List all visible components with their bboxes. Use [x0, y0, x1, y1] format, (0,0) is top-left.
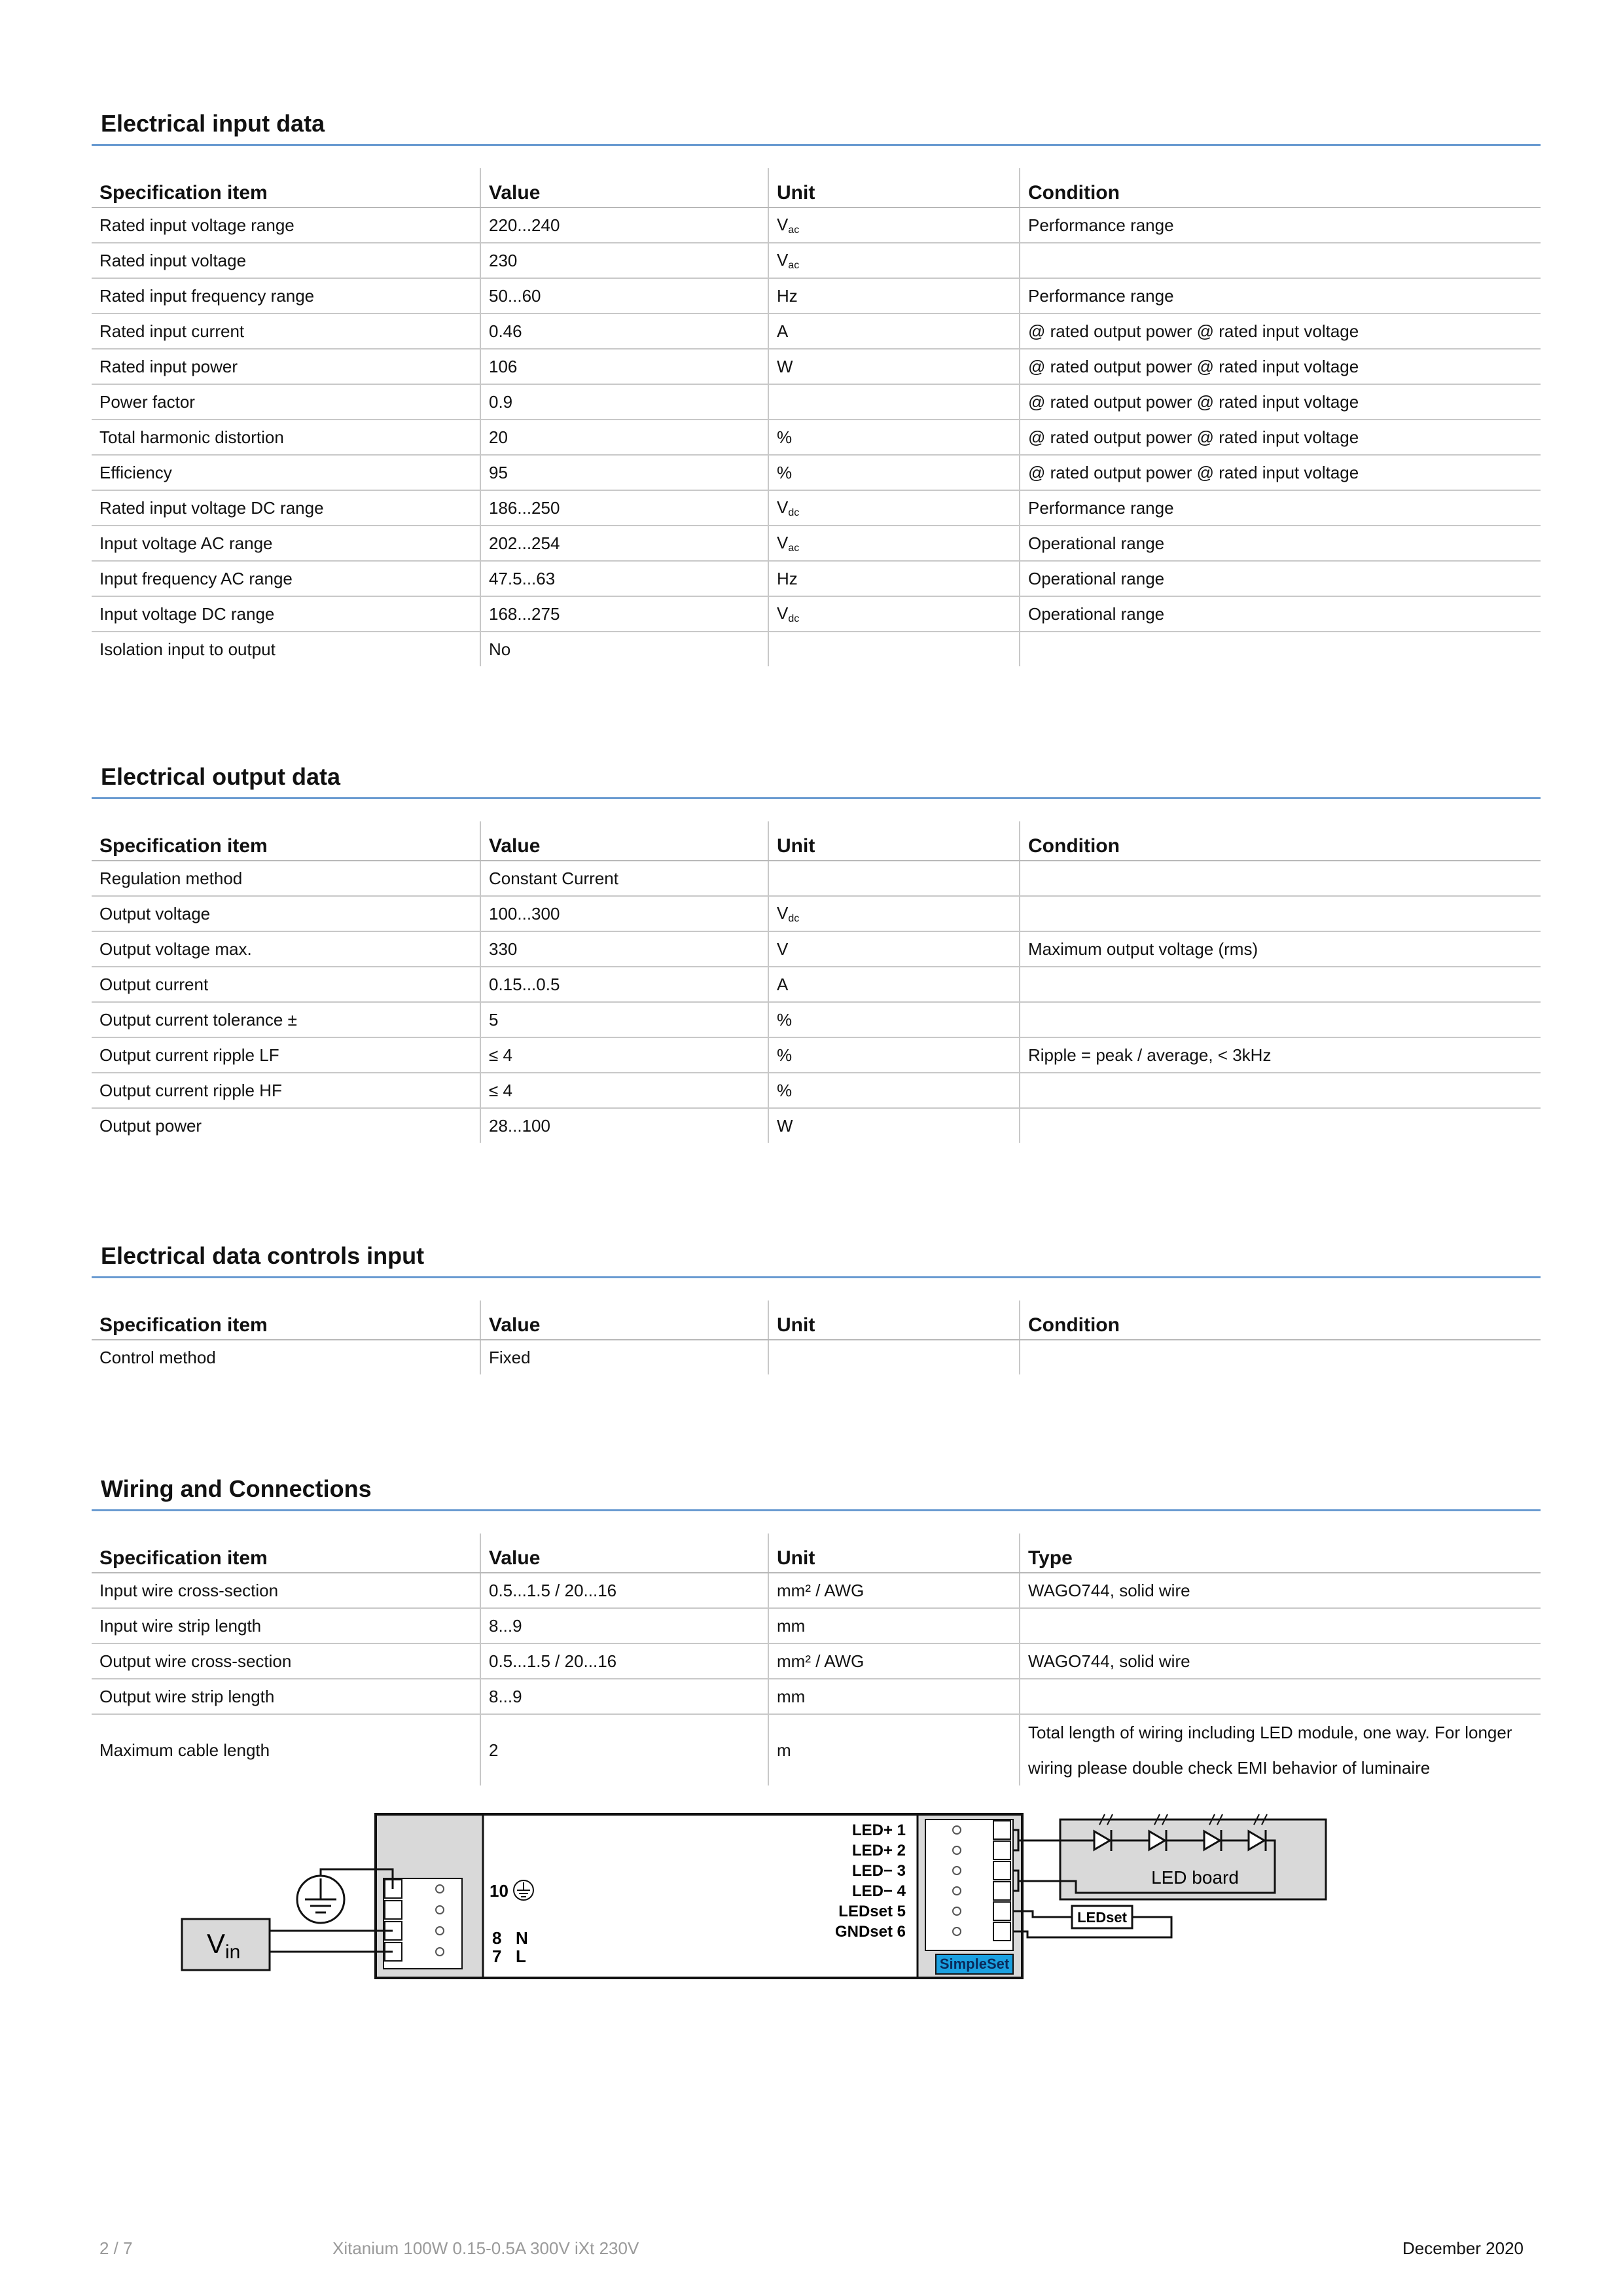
- unit-sub: ac: [788, 224, 800, 236]
- pin-n-label: N: [516, 1928, 528, 1948]
- table-row: [92, 207, 1541, 243]
- cell-value: 100...300: [480, 896, 768, 931]
- section-controls-input: [92, 1236, 1541, 1374]
- cell-spec: Output current ripple HF: [92, 1073, 480, 1108]
- cell-value: 95: [480, 455, 768, 490]
- section-title: Electrical data controls input: [101, 1242, 425, 1269]
- cell-type: [1020, 1679, 1541, 1714]
- unit-base: V: [777, 497, 789, 517]
- table-row: [92, 243, 1541, 278]
- cell-spec: Power factor: [92, 384, 480, 420]
- cell-value: 220...240: [480, 207, 768, 243]
- cell-condition: Ripple = peak / average, < 3kHz: [1020, 1037, 1541, 1073]
- table-row: [92, 1573, 1541, 1608]
- cell-spec: Input voltage DC range: [92, 596, 480, 632]
- col-header-spec: Specification item: [92, 1534, 480, 1573]
- cell-condition: Maximum output voltage (rms): [1020, 931, 1541, 967]
- cell-condition: Performance range: [1020, 490, 1541, 526]
- vin-base: V: [207, 1928, 226, 1959]
- cell-value: 0.9: [480, 384, 768, 420]
- ledset-label: LEDset: [1077, 1909, 1127, 1926]
- table-row: [92, 1108, 1541, 1143]
- section-electrical-output: [92, 757, 1541, 1143]
- cell-condition: [1020, 1108, 1541, 1143]
- cell-value: Constant Current: [480, 861, 768, 896]
- input-table: [92, 168, 1541, 666]
- unit-base: V: [777, 532, 789, 552]
- cell-spec: Output voltage: [92, 896, 480, 931]
- cell-unit: W: [768, 1108, 1020, 1143]
- simpleset-label: SimpleSet: [939, 1956, 1010, 1972]
- cell-value: No: [480, 632, 768, 666]
- table-row: [92, 561, 1541, 596]
- table-row: [92, 596, 1541, 632]
- cell-unit: [768, 490, 1020, 526]
- col-header-spec: Specification item: [92, 168, 480, 207]
- table-row: [92, 490, 1541, 526]
- col-header-condition: Condition: [1020, 1300, 1541, 1340]
- unit-base: V: [777, 903, 789, 923]
- cell-value: 106: [480, 349, 768, 384]
- cell-unit: A: [768, 314, 1020, 349]
- cell-spec: Regulation method: [92, 861, 480, 896]
- cell-spec: Efficiency: [92, 455, 480, 490]
- cell-unit: %: [768, 420, 1020, 455]
- cell-spec: Isolation input to output: [99, 639, 276, 659]
- section-divider: [92, 797, 1541, 799]
- table-row: [92, 1679, 1541, 1714]
- cell-condition: [1020, 1073, 1541, 1108]
- cell-value: 0.5...1.5 / 20...16: [480, 1643, 768, 1679]
- table-row: [92, 861, 1541, 896]
- cell-value: 5: [480, 1002, 768, 1037]
- col-header-unit: Unit: [768, 1300, 1020, 1340]
- controls-table: [92, 1300, 1541, 1374]
- unit-sub: ac: [788, 542, 800, 554]
- cell-spec: Output wire strip length: [92, 1679, 480, 1714]
- cell-unit: [768, 526, 1020, 561]
- pin-8-label: 8: [492, 1928, 502, 1948]
- cell-spec: Input frequency AC range: [92, 561, 480, 596]
- cell-condition: [1020, 243, 1541, 278]
- cell-condition: @ rated output power @ rated input voltage: [1020, 384, 1541, 420]
- section-title: Electrical input data: [101, 110, 325, 137]
- table-row: [92, 1608, 1541, 1643]
- cell-spec: Rated input power: [92, 349, 480, 384]
- cell-value: 168...275: [480, 596, 768, 632]
- cell-value: 47.5...63: [480, 561, 768, 596]
- cell-value: 8...9: [480, 1608, 768, 1643]
- pin-led-plus-1: LED+ 1: [851, 1821, 906, 1839]
- col-header-condition: Condition: [1020, 168, 1541, 207]
- col-header-value: Value: [480, 1534, 768, 1573]
- section-electrical-input: [92, 103, 1541, 666]
- section-divider: [92, 1509, 1541, 1511]
- cell-condition: Performance range: [1020, 278, 1541, 314]
- col-header-value: Value: [480, 1300, 768, 1340]
- cell-spec: Rated input frequency range: [92, 278, 480, 314]
- table-header-row: [92, 821, 1541, 861]
- cell-spec: Output wire cross-section: [92, 1643, 480, 1679]
- cell-value: 20: [480, 420, 768, 455]
- table-row: [92, 278, 1541, 314]
- cell-spec: Rated input current: [92, 314, 480, 349]
- section-divider: [92, 144, 1541, 146]
- unit-base: V: [777, 603, 789, 623]
- unit-sub: ac: [788, 259, 800, 271]
- footer-product-name: Xitanium 100W 0.15-0.5A 300V iXt 230V: [332, 2238, 639, 2258]
- cell-unit: [768, 632, 1020, 666]
- cell-spec: Input wire cross-section: [92, 1573, 480, 1608]
- cell-value: 230: [480, 243, 768, 278]
- footer-date: December 2020: [1402, 2238, 1524, 2258]
- cell-value: ≤ 4: [480, 1073, 768, 1108]
- cell-condition: [1020, 896, 1541, 931]
- cell-condition: @ rated output power @ rated input voltage: [1020, 349, 1541, 384]
- cell-unit: V: [768, 931, 1020, 967]
- section-title: Electrical output data: [101, 763, 341, 790]
- unit-base: V: [777, 214, 789, 234]
- cell-unit: [768, 896, 1020, 931]
- cell-spec: Input voltage AC range: [92, 526, 480, 561]
- col-header-unit: Unit: [768, 168, 1020, 207]
- cell-value: 330: [480, 931, 768, 967]
- cell-unit: A: [768, 967, 1020, 1002]
- cell-value: 202...254: [480, 526, 768, 561]
- cell-value: 0.46: [480, 314, 768, 349]
- cell-value: 2: [480, 1714, 768, 1785]
- col-header-type: Type: [1020, 1534, 1541, 1573]
- unit-base: V: [777, 249, 789, 270]
- table-row: [92, 896, 1541, 931]
- cell-value: ≤ 4: [480, 1037, 768, 1073]
- cell-condition: [1020, 632, 1541, 666]
- cell-condition: Performance range: [1020, 207, 1541, 243]
- cell-unit: mm: [768, 1608, 1020, 1643]
- cell-unit: [768, 861, 1020, 896]
- table-row: [92, 1714, 1541, 1785]
- led-board-label: LED board: [1151, 1867, 1239, 1888]
- col-header-unit: Unit: [768, 821, 1020, 861]
- output-table: [92, 821, 1541, 1143]
- cell-type: WAGO744, solid wire: [1020, 1573, 1541, 1608]
- cell-unit: mm² / AWG: [768, 1573, 1020, 1608]
- section-divider: [92, 1276, 1541, 1278]
- section-wiring: [92, 1469, 1541, 1785]
- cell-unit: Hz: [768, 561, 1020, 596]
- unit-sub: dc: [788, 613, 800, 624]
- cell-unit: %: [768, 455, 1020, 490]
- table-row: [92, 967, 1541, 1002]
- footer-page-number: 2 / 7: [99, 2238, 133, 2258]
- cell-condition: [1020, 1340, 1541, 1374]
- cell-value: 0.5...1.5 / 20...16: [480, 1573, 768, 1608]
- cell-unit: %: [768, 1037, 1020, 1073]
- vin-sub: in: [225, 1941, 241, 1963]
- cell-spec: Output current: [92, 967, 480, 1002]
- pin-led-minus-3: LED− 3: [851, 1862, 906, 1880]
- table-row: [92, 526, 1541, 561]
- cell-condition: @ rated output power @ rated input voltage: [1020, 314, 1541, 349]
- cell-spec: Rated input voltage range: [92, 207, 480, 243]
- cell-condition: [1020, 861, 1541, 896]
- cell-spec: Rated input voltage: [92, 243, 480, 278]
- table-header-row: [92, 1534, 1541, 1573]
- col-header-spec: Specification item: [92, 821, 480, 861]
- table-row: [92, 455, 1541, 490]
- cell-unit: [768, 596, 1020, 632]
- cell-unit: [768, 1340, 1020, 1374]
- table-row: [92, 1643, 1541, 1679]
- table-row: [92, 632, 1541, 666]
- wiring-table: [92, 1534, 1541, 1785]
- col-header-spec: Specification item: [92, 1300, 480, 1340]
- cell-spec: Output power: [99, 1115, 202, 1136]
- cell-unit: Hz: [768, 278, 1020, 314]
- cell-condition: @ rated output power @ rated input voltage: [1020, 455, 1541, 490]
- cell-spec: Input wire strip length: [92, 1608, 480, 1643]
- unit-sub: dc: [788, 507, 800, 518]
- cell-value: 8...9: [480, 1679, 768, 1714]
- cell-value: Fixed: [480, 1340, 768, 1374]
- table-row: [92, 384, 1541, 420]
- earth-ground-icon: [297, 1876, 344, 1923]
- pin-ledset-5: LEDset 5: [838, 1903, 906, 1920]
- cell-spec: Maximum cable length: [99, 1740, 270, 1760]
- cell-unit: %: [768, 1073, 1020, 1108]
- cell-spec: Output current ripple LF: [92, 1037, 480, 1073]
- cell-condition: Operational range: [1020, 526, 1541, 561]
- pin-led-plus-2: LED+ 2: [851, 1842, 906, 1859]
- pin-l-label: L: [516, 1946, 526, 1966]
- cell-unit: W: [768, 349, 1020, 384]
- cell-unit: mm: [768, 1679, 1020, 1714]
- col-header-condition: Condition: [1020, 821, 1541, 861]
- table-row: [92, 420, 1541, 455]
- cell-unit: [768, 384, 1020, 420]
- cell-condition: @ rated output power @ rated input voltage: [1020, 420, 1541, 455]
- cell-unit: mm² / AWG: [768, 1643, 1020, 1679]
- cell-type: WAGO744, solid wire: [1020, 1643, 1541, 1679]
- table-row: [92, 1002, 1541, 1037]
- table-row: [92, 314, 1541, 349]
- col-header-value: Value: [480, 821, 768, 861]
- pin-gndset-6: GNDset 6: [834, 1923, 906, 1941]
- cell-unit: [768, 243, 1020, 278]
- wiring-diagram: [170, 1806, 1348, 2003]
- table-header-row: [92, 1300, 1541, 1340]
- cell-value: 50...60: [480, 278, 768, 314]
- table-row: [92, 1073, 1541, 1108]
- cell-type: [1020, 1608, 1541, 1643]
- table-row: [92, 349, 1541, 384]
- table-row: [92, 931, 1541, 967]
- table-row: [92, 1037, 1541, 1073]
- cell-spec: Control method: [99, 1347, 216, 1367]
- table-header-row: [92, 168, 1541, 207]
- col-header-unit: Unit: [768, 1534, 1020, 1573]
- cell-unit: %: [768, 1002, 1020, 1037]
- cell-condition: [1020, 1002, 1541, 1037]
- pin-7-label: 7: [492, 1946, 502, 1966]
- cell-condition: Operational range: [1020, 561, 1541, 596]
- cell-value: 0.15...0.5: [480, 967, 768, 1002]
- cell-unit: [768, 207, 1020, 243]
- cell-unit: m: [768, 1714, 1020, 1785]
- cell-spec: Output voltage max.: [92, 931, 480, 967]
- cell-value: 186...250: [480, 490, 768, 526]
- unit-sub: dc: [788, 912, 800, 924]
- pin-10-label: 10: [490, 1881, 508, 1901]
- cell-type: Total length of wiring including LED module, one way. For longer wiring please double check EMI behavior of luminaire: [1020, 1714, 1541, 1785]
- table-row: [92, 1340, 1541, 1374]
- cell-condition: [1020, 967, 1541, 1002]
- cell-value: 28...100: [480, 1108, 768, 1143]
- cell-spec: Output current tolerance ±: [92, 1002, 480, 1037]
- pin-led-minus-4: LED− 4: [851, 1882, 906, 1900]
- cell-spec: Rated input voltage DC range: [92, 490, 480, 526]
- cell-condition: Operational range: [1020, 596, 1541, 632]
- section-title: Wiring and Connections: [101, 1475, 372, 1502]
- col-header-value: Value: [480, 168, 768, 207]
- cell-spec: Total harmonic distortion: [92, 420, 480, 455]
